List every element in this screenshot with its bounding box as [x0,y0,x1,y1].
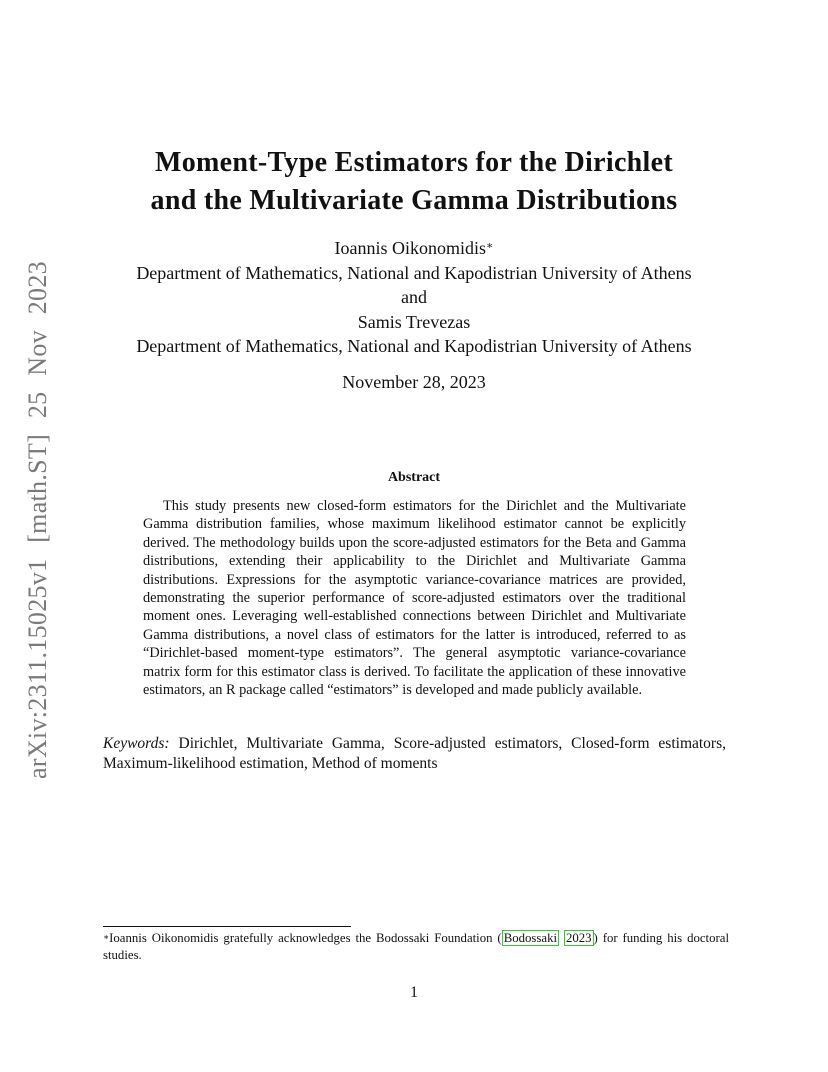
author-2-name: Samis Trevezas [357,311,471,332]
author-1 [0,236,828,261]
abstract-heading: Abstract [387,470,441,485]
page-number: 1 [410,984,418,1001]
arxiv-stamp: arXiv:2311.15025v1 [math.ST] 25 Nov 2023 [23,261,52,779]
citation-link-name[interactable]: Bodossaki [503,931,558,945]
footnote [103,930,729,964]
footnote-text-before: Ioannis Oikonomidis gratefully acknowledges the Bodossaki Foundation ( [109,931,502,945]
author-conjunction: and [401,287,427,307]
paper-title [0,144,828,220]
title-line-1: Moment-Type Estimators for the Dirichlet [155,147,673,178]
footnote-mark: ∗ [103,932,110,942]
abstract-body: This study presents new closed-form estimators for the Dirichlet and the Multivariate Gamma distribution families, whose maximum likelihood estimator cannot be explicitly derived. The methodology builds upon the score-adjusted estimators for the Beta and Gamma distributions, extending their applicability to the Dirichlet and Multivariate Gamma distributions. Expressions for the asymptotic variance-covariance matrices are provided, demonstrating the superior performance of score-adjusted estimators over the traditional moment ones. Leveraging well-established connections between Dirichlet and Multivariate Gamma distributions, a novel class of estimators for the latter is introduced, referred to as “Dirichlet-based moment-type estimators”. The general asymptotic variance-covariance matrix form for this estimator class is derived. To facilitate the application of these innovative estimators, an R package called “estimators” is developed and made publicly available. [143,498,686,699]
author-1-footnote-mark[interactable]: ∗ [486,240,494,252]
keywords-label: Keywords: [103,735,170,752]
footnote-rule [103,926,351,927]
footnote-text-after: ) for funding his doctoral studies. [103,931,729,962]
author-1-name: Ioannis Oikonomidis [334,238,486,258]
keywords [103,734,726,774]
paper-date: November 28, 2023 [342,372,486,392]
author-1-affiliation: Department of Mathematics, National and Kapodistrian University of Athens [136,262,692,283]
citation-link-year[interactable]: 2023 [565,931,592,945]
keywords-text: Dirichlet, Multivariate Gamma, Score-adjusted estimators, Closed-form estimators, Maximum-likelihood estimation, Method of moments [103,735,727,772]
author-2-affiliation: Department of Mathematics, National and Kapodistrian University of Athens [136,336,692,356]
title-line-2: and the Multivariate Gamma Distributions [150,185,678,216]
author-block [0,236,828,359]
